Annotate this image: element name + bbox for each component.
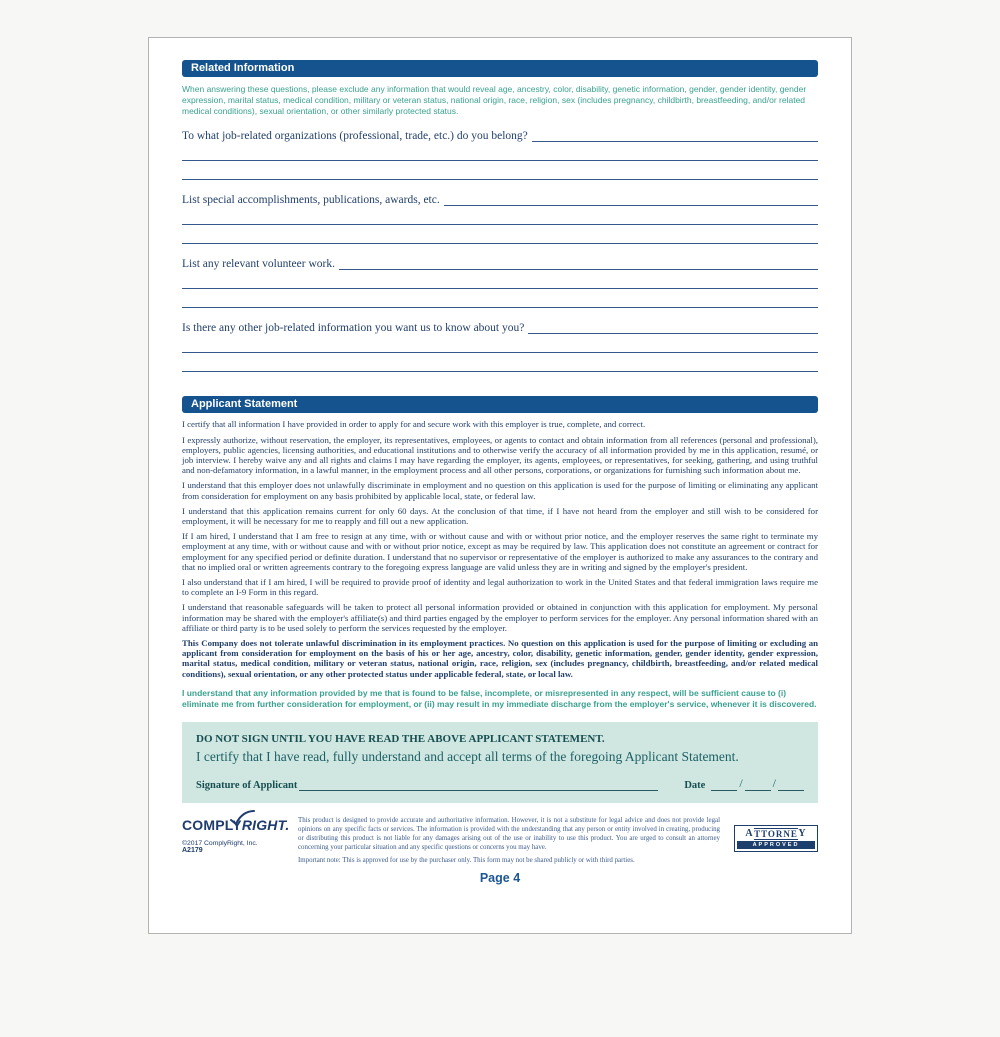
- signature-box: [182, 722, 818, 803]
- complyright-logo: [182, 817, 288, 833]
- form-content: [149, 38, 851, 885]
- badge-letters-middle: TTORNE: [754, 829, 798, 840]
- footer-badge-block: [734, 817, 818, 866]
- section-header-applicant-statement: [182, 396, 818, 413]
- answer-line[interactable]: [182, 353, 818, 372]
- do-not-sign-warning: DO NOT SIGN UNTIL YOU HAVE READ THE ABOVE APPLICANT STATEMENT.: [196, 733, 605, 746]
- date-slash: /: [772, 776, 776, 791]
- date-field-segment[interactable]: [711, 790, 737, 791]
- date-slash: /: [739, 776, 743, 791]
- logo-text-right: RIGHT.: [241, 817, 290, 834]
- question-group-accomplishments: [182, 191, 818, 244]
- question-group-other-information: [182, 319, 818, 372]
- statement-paragraph-nondiscrimination: This Company does not tolerate unlawful discrimination in its employment practices. No question on this application is used for the purpose of limiting or excluding an applicant from consideration for employment on the basis of his or her age, ancestry, color, disability, genetic information, gender, gender identity, gender expression, marital status, medical condition, military or veteran status, national origin, race, religion, sex (includes pregnancy, childbirth, breastfeeding, and/or related medical conditions), sexual orientation, or any other protected status under applicable federal, state, or local law.: [182, 638, 818, 679]
- statement-paragraph: I expressly authorize, without reservation, the employer, its representatives, employees, or agents to contact and obtain information from all references (personal and professional), employers, public agencies, licensing authorities, and educational institutions and to otherwise verify the accuracy of all information provided by me in this application, resumé, or job interview. I hereby waive any and all rights and claims I may have regarding the employer, its agents, employees, or representatives, for seeking, gathering, and using truthful and non-defamatory information, in a lawful manner, in the employment process and all other persons, corporations, or organizations for furnishing such information about me.: [182, 434, 818, 476]
- form-page: [148, 37, 852, 934]
- statement-paragraph: I understand that reasonable safeguards will be taken to protect all personal information provided or obtained in conjunction with this application for employment. My personal information may be shared with the employer's affiliate(s) and third parties engaged by the employer to perform services for the employer. Any personal information shared with an affiliate or third party is to be used solely to perform the services requested by the employer.: [182, 602, 818, 633]
- statement-paragraph: If I am hired, I understand that I am free to resign at any time, with or without cause and with or without prior notice, and the employer reserves the same right to terminate my employment at any time, with or without cause and with or without prior notice, except as may be required by law. This application does not constitute an agreement or contract for employment for any specified period or definite duration. I understand that no supervisor or representative of the employer is authorized to make any assurances to the contrary and that no implied oral or written agreements contrary to the foregoing express language are valid unless they are in writing and signed by the employer's president.: [182, 531, 818, 572]
- question-group-organizations: [182, 127, 818, 180]
- question-group-volunteer-work: [182, 255, 818, 308]
- copyright-text: ©2017 ComplyRight, Inc.: [182, 840, 258, 848]
- answer-line[interactable]: [444, 205, 818, 206]
- important-note-text: Important note: This is approved for use by the purchaser only. This form may not be shared publicly or with third parties.: [298, 857, 635, 865]
- logo-checkmark-swoosh-icon: [229, 809, 255, 827]
- question-label: List any relevant volunteer work.: [182, 258, 335, 271]
- badge-approved-text: APPROVED: [737, 841, 815, 849]
- section-header-related-information: [182, 60, 818, 77]
- badge-letter-a: A: [745, 828, 754, 840]
- badge-attorney-text: [737, 828, 815, 840]
- answer-line[interactable]: [182, 161, 818, 180]
- statement-paragraph: I certify that all information I have provided in order to apply for and secure work with this employer is true, complete, and correct.: [182, 419, 646, 430]
- related-information-intro: When answering these questions, please exclude any information that would reveal age, ancestry, color, disability, genetic information, gender, gender identity, gender expression, marital status, medical condition, military or veteran status, national origin, race, religion, sex (includes pregnancy, childbirth, breastfeeding, and/or related medical conditions), sexual orientation, or other similarly protected status.: [182, 84, 807, 116]
- answer-line[interactable]: [182, 206, 818, 225]
- footer-disclaimer-block: [288, 817, 734, 866]
- answer-line[interactable]: [182, 334, 818, 353]
- statement-paragraph: I understand that this employer does not unlawfully discriminate in employment and no question on this application is used for the purpose of limiting or eliminating any applicant from consideration for employment on any basis prohibited by applicable local, state, or federal law.: [182, 480, 818, 501]
- answer-line[interactable]: [532, 141, 818, 142]
- question-label: List special accomplishments, publications, awards, etc.: [182, 194, 440, 207]
- answer-line[interactable]: [182, 289, 818, 308]
- date-label: Date: [684, 780, 706, 792]
- page-number: Page 4: [479, 870, 521, 885]
- answer-line[interactable]: [339, 269, 818, 270]
- section-title: Related Information: [191, 62, 295, 74]
- certification-statement: I certify that I have read, fully understand and accept all terms of the foregoing Applicant Statement.: [196, 749, 739, 765]
- footer: [182, 817, 818, 866]
- footer-brand-block: [182, 817, 288, 866]
- logo-text-comply: COMPLY: [182, 817, 242, 834]
- answer-line[interactable]: [528, 333, 818, 334]
- date-field-segment[interactable]: [745, 790, 771, 791]
- statement-paragraph: I understand that this application remains current for only 60 days. At the conclusion of that time, if I have not heard from the employer and still wish to be considered for employment, it will be necessary for me to reapply and fill out a new application.: [182, 505, 818, 527]
- statement-paragraph-false-information-notice: I understand that any information provided by me that is found to be false, incomplete, or misrepresented in any respect, will be sufficient cause to (i) eliminate me from further consideration for employment, or (ii) may result in my immediate discharge from the employer's service, whenever it is discovered.: [182, 687, 817, 709]
- product-code: A2179: [182, 847, 203, 855]
- section-title: Applicant Statement: [191, 398, 298, 411]
- signature-line[interactable]: [299, 790, 658, 791]
- badge-letter-y: Y: [798, 828, 807, 840]
- answer-line[interactable]: [182, 270, 818, 289]
- question-label: Is there any other job-related information you want us to know about you?: [182, 322, 525, 335]
- statement-paragraph: I also understand that if I am hired, I will be required to provide proof of identity and legal authorization to work in the United States and that federal immigration laws require me to complete an I-9 Form in this regard.: [182, 577, 818, 598]
- question-label: To what job-related organizations (professional, trade, etc.) do you belong?: [182, 130, 528, 143]
- legal-disclaimer-text: This product is designed to provide accurate and authoritative information. However, it is not a substitute for legal advice and does not provide legal opinions on any specific facts or services. The information is provided with the understanding that any person or entity involved in creating, producing or distributing this product is not liable for any damages arising out of the use or inability to use this product. You are urged to consult an attorney concerning your particular situation and any specific questions or concerns you may have.: [298, 817, 720, 851]
- signature-label: Signature of Applicant: [196, 780, 298, 792]
- answer-line[interactable]: [182, 142, 818, 161]
- date-field-segment[interactable]: [778, 790, 804, 791]
- answer-line[interactable]: [182, 225, 818, 244]
- attorney-approved-badge: [734, 825, 818, 852]
